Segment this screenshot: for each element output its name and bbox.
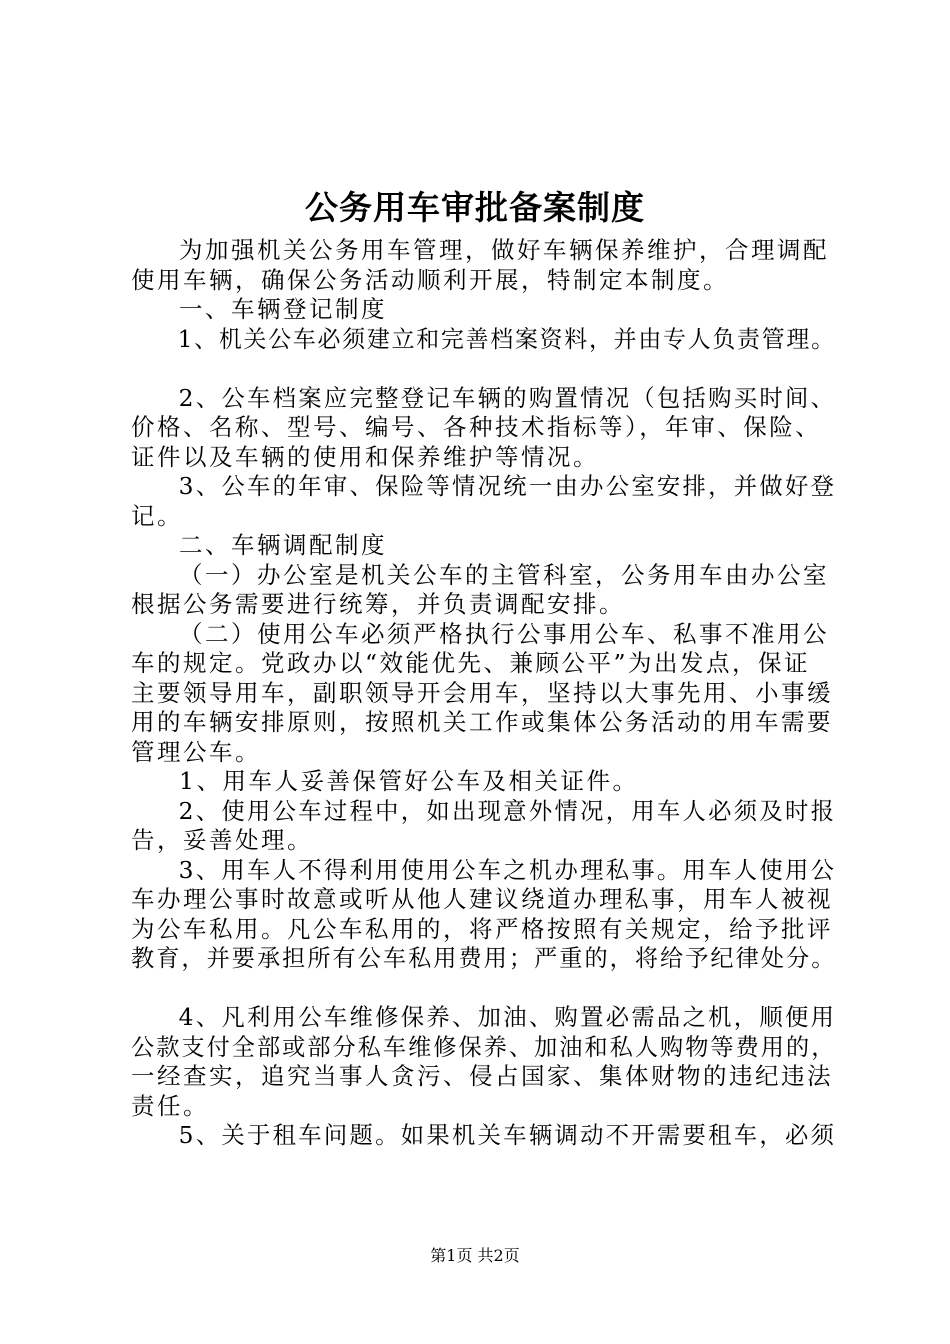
- text-line: 2、使用公车过程中，如出现意外情况，用车人必须及时报: [178, 796, 837, 825]
- text-line: 车办理公事时故意或听从他人建议绕道办理私事，用车人被视: [131, 885, 833, 913]
- text-line: 二、车辆调配制度: [179, 531, 387, 559]
- page-footer: 第1页 共2页: [430, 1246, 520, 1265]
- text-line: 证件以及车辆的使用和保养维护等情况。: [131, 442, 599, 471]
- text-line: 用的车辆安排原则，按照机关工作或集体公务活动的用车需要: [131, 708, 833, 736]
- text-line: 1、用车人妥善保管好公车及相关证件。: [179, 767, 639, 795]
- text-line: 记。: [131, 501, 183, 530]
- text-line: 1、机关公车必须建立和完善档案资料，并由专人负责管理。: [177, 324, 836, 353]
- text-line: 责任。: [131, 1091, 209, 1120]
- text-line: 为公车私用。凡公车私用的，将严格按照有关规定，给予批评: [131, 914, 833, 943]
- text-line: 告，妥善处理。: [131, 826, 313, 854]
- text-line: 5、关于租车问题。如果机关车辆调动不开需要租车，必须: [178, 1121, 837, 1149]
- text-line: 2、公车档案应完整登记车辆的购置情况（包括购买时间、: [178, 383, 837, 412]
- blank-line: [131, 354, 836, 384]
- text-line: 为加强机关公务用车管理，做好车辆保养维护，合理调配: [179, 236, 829, 264]
- text-line: 公款支付全部或部分私车维修保养、加油和私人购物等费用的，: [131, 1032, 837, 1061]
- text-line: 教育，并要承担所有公车私用费用；严重的，将给予纪律处分。: [131, 944, 837, 972]
- text-line: 主要领导用车，副职领导开会用车，坚持以大事先用、小事缓: [131, 678, 833, 707]
- text-line: 管理公车。: [131, 737, 261, 766]
- text-line: 4、凡利用公车维修保养、加油、购置必需品之机，顺便用: [178, 1003, 837, 1031]
- text-line: 3、公车的年审、保险等情况统一由办公室安排，并做好登: [178, 472, 837, 500]
- text-line: 3、用车人不得利用使用公车之机办理私事。用车人使用公: [178, 855, 837, 884]
- text-line: （一）办公室是机关公车的主管科室，公务用车由办公室: [179, 560, 829, 589]
- text-line: 使用车辆，确保公务活动顺利开展，特制定本制度。: [131, 265, 729, 294]
- document-title: 公务用车审批备案制度: [305, 188, 645, 227]
- text-line: （二）使用公车必须严格执行公事用公车、私事不准用公: [179, 619, 829, 648]
- text-line: 价格、名称、型号、编号、各种技术指标等），年审、保险、: [131, 413, 822, 441]
- text-line: 一经查实，追究当事人贪污、侵占国家、集体财物的违纪违法: [131, 1062, 833, 1090]
- text-line: 车的规定。党政办以“效能优先、兼顾公平”为出发点，保证: [131, 649, 811, 677]
- document-body: [131, 236, 836, 1151]
- text-line: 一、车辆登记制度: [179, 295, 387, 323]
- text-line: 根据公务需要进行统筹，并负责调配安排。: [131, 590, 625, 618]
- blank-line: [131, 974, 836, 1004]
